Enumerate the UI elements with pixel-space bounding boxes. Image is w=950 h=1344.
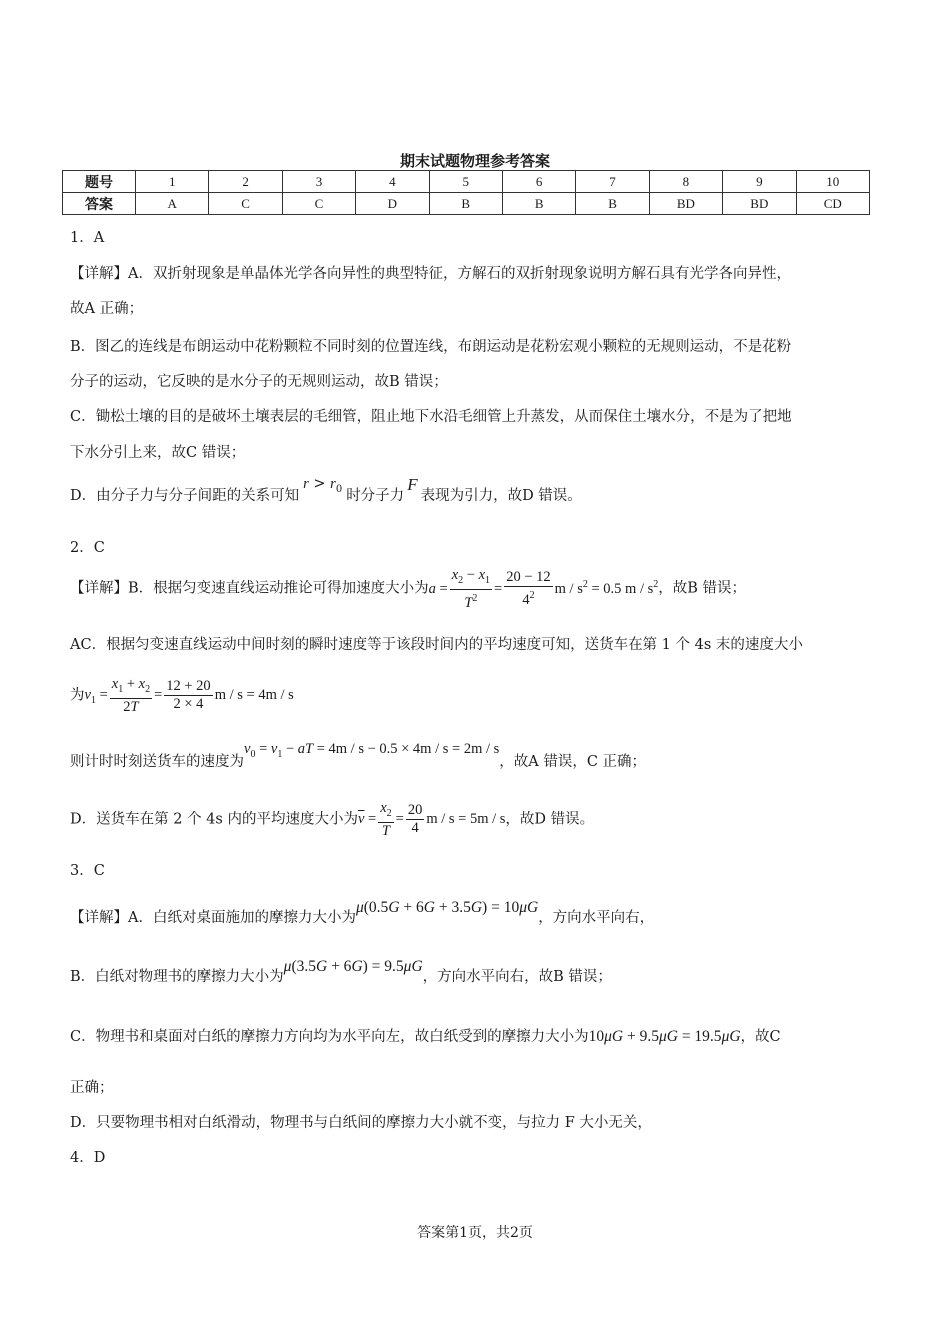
q1-option-b-cont: 分子的运动，它反映的是水分子的无规则运动，故B 错误； — [70, 374, 448, 390]
q2-ac-pre: 为 — [70, 687, 85, 704]
table-row — [63, 193, 870, 215]
formula-friction-a: μ(0.5G + 6G + 3.5G) = 10μG — [355, 899, 539, 916]
question-number-label: 题号 — [63, 171, 136, 193]
q4-heading: 4．D — [70, 1150, 106, 1166]
q3-option-d: D．只要物理书相对白纸滑动，物理书与白纸间的摩擦力大小就不变，与拉力 F 大小无关， — [70, 1115, 652, 1131]
table-cell: 3 — [282, 171, 355, 193]
formula-r-gt-r0: $r > r_0$ — [303, 476, 343, 495]
q1-d-mid: 时分子力 — [346, 488, 405, 504]
table-cell: C — [282, 193, 355, 215]
q2-option-ac-cont — [70, 676, 294, 716]
table-cell: BD — [649, 193, 722, 215]
formula-F: F — [407, 475, 418, 494]
q3-option-c — [70, 1025, 781, 1046]
q2-heading: 2．C — [70, 540, 105, 556]
table-cell: 1 — [136, 171, 209, 193]
q1-d-post: 表现为引力，故D 错误。 — [420, 488, 582, 504]
q2-b-post: ，故B 错误； — [658, 580, 747, 597]
formula-friction-c: 10μG + 9.5μG = 19.5μG — [588, 1028, 741, 1045]
table-cell: B — [502, 193, 575, 215]
q2-d-post: ，故D 错误。 — [505, 811, 595, 828]
table-cell: 7 — [576, 171, 649, 193]
answer-label: 答案 — [63, 193, 136, 215]
table-cell: 6 — [502, 171, 575, 193]
q1-option-b: B．图乙的连线是布朗运动中花粉颗粒不同时刻的位置连线，布朗运动是花粉宏观小颗粒的无规则运动，不是花粉 — [70, 339, 792, 355]
q3-a-text: 【详解】A．白纸对桌面施加的摩擦力大小为 — [70, 910, 356, 926]
q2-v0-pre: 则计时时刻送货车的速度为 — [70, 754, 244, 770]
formula-friction-b: μ(3.5G + 6G) = 9.5μG — [283, 958, 423, 975]
q2-option-b — [70, 567, 746, 612]
formula-v0: $v_0 = v_1$ − aT = 4m / s − 0.5 × 4m / s = 2m / s — [244, 741, 500, 760]
table-cell: B — [576, 193, 649, 215]
q2-b-text: 【详解】B．根据匀变速直线运动推论可得加速度大小为 — [70, 580, 429, 597]
q2-v0-line — [70, 741, 647, 773]
q1-option-c: C．锄松土壤的目的是破坏土壤表层的毛细管，阻止地下水沿毛细管上升蒸发，从而保住土壤水分，不是为了把地 — [70, 409, 792, 425]
q1-a-text-cont: 故A 正确； — [70, 301, 144, 317]
table-cell: CD — [796, 193, 869, 215]
table-cell: 5 — [429, 171, 502, 193]
q3-heading: 3．C — [70, 863, 105, 879]
table-cell: D — [356, 193, 429, 215]
table-cell: 9 — [723, 171, 796, 193]
q1-option-d — [70, 475, 582, 507]
formula-acceleration: a = $\frac{x_2 - x_1}{T^2}$ = $\frac{20 - 12}{4^2}$ $m / s^2 = 0.5$ m / $s^2$ — [428, 567, 659, 611]
q3-c-text: C．物理书和桌面对白纸的摩擦力方向均为水平向左，故白纸受到的摩擦力大小为 — [70, 1029, 589, 1045]
q2-d-text: D．送货车在第 2 个 4s 内的平均速度大小为 — [70, 811, 358, 828]
table-cell: B — [429, 193, 502, 215]
q1-option-c-cont: 下水分引上来，故C 错误； — [70, 445, 246, 461]
page-title: 期末试题物理参考答案 — [399, 152, 550, 170]
q1-d-text: D．由分子力与分子间距的关系可知 — [70, 488, 300, 504]
page-footer: 答案第1页，共2页 — [417, 1225, 533, 1241]
q3-c-post: ，故C — [740, 1029, 781, 1045]
formula-v1: $v_1$ = $\frac{x_1 + x_2}{2T}$ = $\frac{12 + 20}{2 \times 4}$ m / s = 4m / s — [84, 676, 294, 715]
q1-heading: 1．A — [70, 230, 105, 246]
q3-a-post: ，方向水平向右， — [538, 910, 655, 926]
q1-a-text: 双折射现象是单晶体光学各向异性的典型特征，方解石的双折射现象说明方解石具有光学各向异性， — [152, 266, 791, 282]
q2-v0-post: ，故A 错误，C 正确； — [499, 754, 647, 770]
table-cell: C — [209, 193, 282, 215]
table-row — [63, 171, 870, 193]
table-cell: 10 — [796, 171, 869, 193]
detail-tag: 【详解】A． — [70, 266, 153, 282]
q3-option-b — [70, 958, 612, 986]
q3-option-c-cont: 正确； — [70, 1080, 114, 1096]
table-cell: 2 — [209, 171, 282, 193]
q1-option-a — [70, 262, 791, 283]
q2-option-ac: AC．根据匀变速直线运动中间时刻的瞬时速度等于该段时间内的平均速度可知，送货车在第 1 个 4s 末的速度大小 — [70, 637, 803, 653]
q3-b-text: B．白纸对物理书的摩擦力大小为 — [70, 969, 284, 985]
q3-option-a — [70, 899, 655, 927]
q2-option-d — [70, 800, 594, 840]
table-cell: 4 — [356, 171, 429, 193]
q3-b-post: ，方向水平向右，故B 错误； — [422, 969, 612, 985]
table-cell: 8 — [649, 171, 722, 193]
formula-v-avg: $\overline{v}$ = $\frac{x_2}{T}$ = $\frac{20}{4}$ m / s = 5m / s — [357, 800, 506, 839]
table-cell: BD — [723, 193, 796, 215]
table-cell: A — [136, 193, 209, 215]
answer-table — [62, 170, 870, 215]
